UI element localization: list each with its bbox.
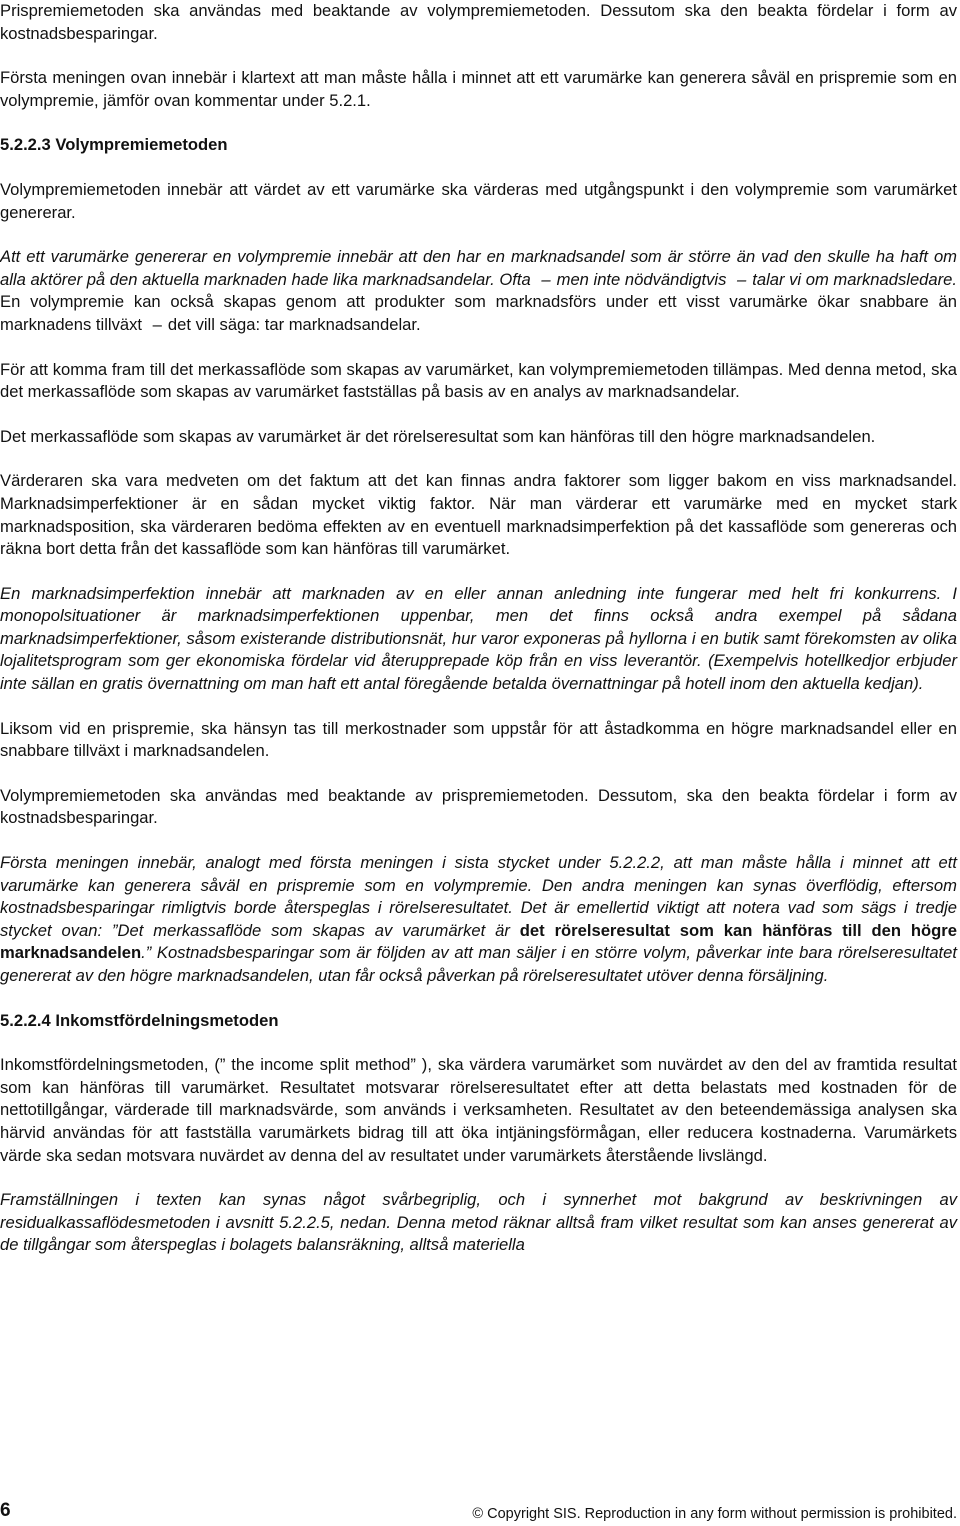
page-footer [0,1500,957,1522]
paragraph: Första meningen ovan innebär i klartext att man måste hålla i minnet att ett varumärke kan generera såväl en prispremie som en volympremie, jämför ovan kommentar under 5.2.1. [0,68,957,110]
paragraph: Det merkassaflöde som skapas av varumärket är det rörelseresultat som kan hänföras till den högre marknadsandelen. [0,426,876,446]
paragraph-italic: En marknadsimperfektion innebär att marknaden av en eller annan anledning inte fungerar med helt fri konkurrens. I monopolsituationer är marknadsimperfektionen uppenbar, men det finns också andra exempel på sådana marknadsimperfektioner, såsom existerande distributionsnät, hur varor exponeras på hyllorna i en butik samt förekomsten av olika lojalitetsprogram som ger ekonomiska fördelar vid återupprepade köp från en viss leverantör. (Exempelvis hotellkedjor erbjuder inte sällan en gratis övernattning om man haft ett antal föregående betalda övernattningar på hotell inom den aktuella kedjan). [0,583,957,694]
bold-quote: det rörelseresultat som kan hänföras till den högre marknadsandelen [0,920,957,963]
page-number: 6 [0,1500,11,1521]
paragraph: Volympremiemetoden ska användas med beaktande av prispremiemetoden. Dessutom, ska den beakta fördelar i form av kostnadsbesparingar. [0,785,957,828]
paragraph-italic: Att ett varumärke genererar en volympremie innebär att den har en marknadsandel som är större än vad den skulle ha haft om alla aktörer på den aktuella marknaden hade lika marknadsandelar. Ofta – men inte nödvändigtvis – talar vi om marknadsledare. En volympremie kan också skapas genom att produkter som marknadsförs under ett visst varumärke ökar snabbare än marknadens tillväxt – det vill säga: tar marknadsandelar. [0,247,957,334]
paragraph: Prispremiemetoden ska användas med beaktande av volympremiemetoden. Dessutom ska den beakta fördelar i form av kostnadsbesparingar. [0,1,957,43]
paragraph-italic: Framställningen i texten kan synas något svårbegriplig, och i synnerhet mot bakgrund av beskrivningen av residualkassaflödesmetoden i avsnitt 5.2.2.5, nedan. Denna metod räknar alltså fram vilket resultat som kan anses genererat av de tillgångar som återspeglas i bolagets balansräkning, alltså materiella [0,1190,957,1255]
section-heading: 5.2.2.4 Inkomstfördelningsmetoden [0,1010,279,1030]
paragraph: Värderaren ska vara medveten om det faktum att det kan finnas andra faktorer som ligger bakom en viss marknadsandel. Marknadsimperfektioner är en sådan mycket viktig faktor. När man värderar ett varumärke med en mycket stark marknadsposition, ska värderaren bedöma effekten av en eventuell marknadsimperfektion på det kassaflöde som genereras och räkna bort detta från det kassaflöde som kan hänföras till varumärket. [0,471,957,559]
paragraph: Volympremiemetoden innebär att värdet av ett varumärke ska värderas med utgångspunkt i den volympremie som varumärket genererar. [0,179,957,222]
copyright-notice: © Copyright SIS. Reproduction in any form without permission is prohibited. [472,1506,957,1522]
paragraph: För att komma fram till det merkassaflöde som skapas av varumärket, kan volympremiemetoden tillämpas. Med denna metod, ska det merkassaflöde som skapas av varumärket fastställas på basis av en analys av marknadsandelar. [0,359,957,402]
paragraph: Liksom vid en prispremie, ska hänsyn tas till merkostnader som uppstår för att åstadkomma en högre marknadsandel eller en snabbare tillväxt i marknadsandelen. [0,718,957,761]
paragraph-italic: Första meningen innebär, analogt med första meningen i sista stycket under 5.2.2.2, att man måste hålla i minnet att ett varumärke kan generera såväl en prispremie som en volympremie. Den andra meningen kan synas överflödig, eftersom kostnadsbesparingar rimligtvis borde återspeglas i rörelseresultatet. Det är emellertid viktigt att notera vad som sägs i tredje stycket ovan: ”Det merkassaflöde som skapas av varumärket är det rörelseresultat som kan hänföras till den högre marknadsandelen.” Kostnadsbesparingar som är följden av att man säljer i en större volym, påverkar inte bara rörelseresultatet genererat av den högre marknadsandelen, utan får också påverkan på rörelseresultatet utöver denna försäljning. [0,853,957,985]
section-heading: 5.2.2.3 Volympremiemetoden [0,135,228,155]
paragraph: Inkomstfördelningsmetoden, (” the income split method” ), ska värdera varumärket som nuvärdet av den del av framtida resultat som kan hänföras till varumärket. Resultatet motsvarar rörelseresultatet efter att detta belastats med kostnaden för de nettotillgångar, värderade till marknadsvärde, som används i verksamheten. Resultatet av den beteendemässiga analysen ska härvid användas för att fastställa varumärkets bidrag till att öka intjäningsförmågan, eller reducera kostnaderna. Varumärkets värde ska sedan motsvara nuvärdet av denna del av resultatet under varumärkets återstående livslängd. [0,1055,957,1165]
